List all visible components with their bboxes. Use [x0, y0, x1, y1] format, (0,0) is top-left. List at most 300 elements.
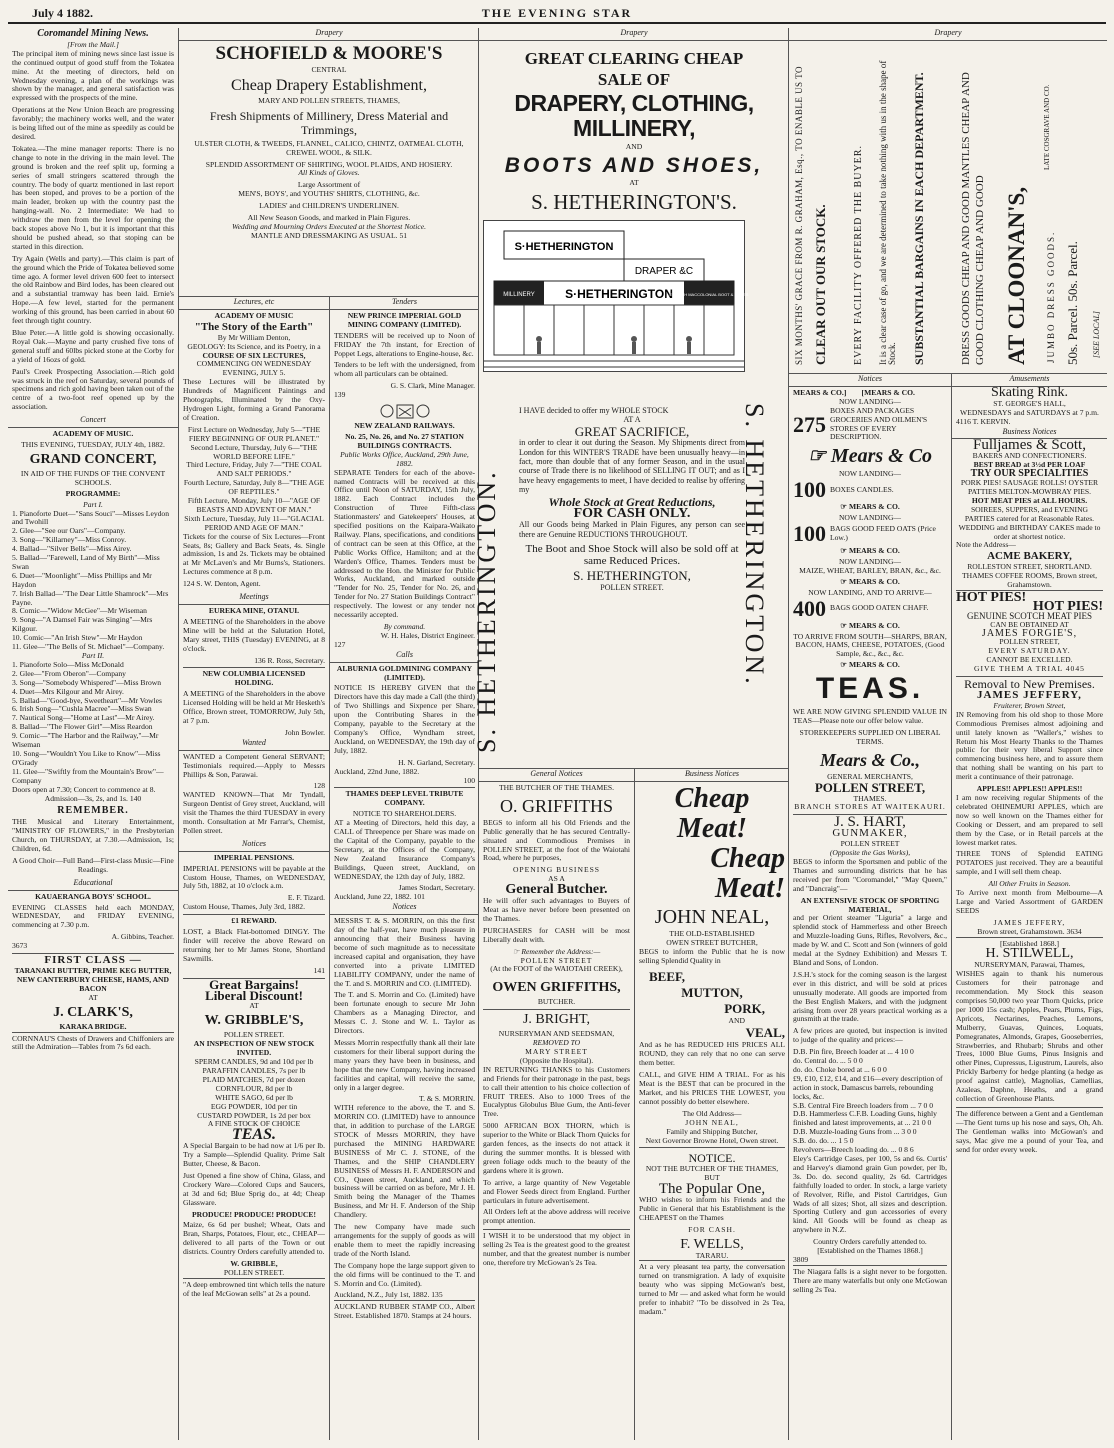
mcgowan-filler: The Niagara falls is a sight never to be forgotten. There are many waterfalls but only one McGowan selling 2s Tea. — [793, 1266, 947, 1294]
jeffery-address-text: Brown street, Grahamstown. — [977, 926, 1065, 936]
at-label: AT — [629, 177, 639, 187]
quantity-number: 100 — [793, 477, 826, 503]
mears-logo-text: Mears & Co — [830, 445, 933, 468]
section-header-concert: Concert — [8, 415, 178, 428]
stilwell-text: WISHES again to thank his numerous Customers for their patronage and recommendation. My Stock this season comprises 50,000 two year Thorn Quicks, price per 1000 15s cash; Apples, Pears, Plums, Figs, Apricots, Nectarines, Peaches, Lemons, Mulberry, Guavas, Quinces, Loquats, Pomegranates, Almonds, Grapes, Gooseberries, Strawberries, and Rhubarb; Shrubs and other Trees, 1000 Blue Gums, Pinus Insignis and other Pines, Cupressus, Ligustrum, Laurels, also Prickly Barberry for hedge planting (a hedge as proof against cattle), Magnolias, Camellias, Azaleas, Daphne, Heaths, and a grand collection of Greenhouse Plants. — [956, 969, 1104, 1103]
morrin-signature: T. & S. MORRIN. — [419, 1094, 475, 1104]
alburnia-text: NOTICE IS HEREBY GIVEN that the Directors have this day made a Call (the third) of Two Shillings and Sixpence per Share, upon the Contributing Shares in the Company, payable to the Secretary at the Company's Office, Wyndham street, Auckland, on WEDNESDAY, the 19th day of July, 1882. — [334, 683, 475, 755]
acme-address: ROLLESTON STREET, SHORTLAND. THAMES COFFEE ROOMS, Brown street, Grahamstown. — [961, 562, 1097, 590]
column-2 — [178, 28, 478, 1440]
ad-number: 100 — [463, 775, 475, 785]
clark-name: J. CLARK'S, — [53, 1004, 133, 1020]
forgie-saturday: EVERY SATURDAY. — [988, 646, 1071, 656]
now-landing: NOW LANDING, AND TO ARRIVE— — [808, 587, 932, 597]
gribble-china: Just Opened a fine show of China, Glass, and Crockery Ware—Colored Cups and Saucers, at 3d and 6d; Blue Sprig do., at 4d; Cheap Glassware. — [183, 1170, 325, 1207]
fulljames-soirees: SOIREES, SUPPERS, and EVENING PARTIES catered for at Reasonable Rates. WEDDING and BIRTHDAY CAKES made to order at shortest notice. — [958, 504, 1101, 541]
imperial-text: IMPERIAL PENSIONS will be payable at the Custom House, Thames, on WEDNESDAY, July 5th, 1882, at 10 o'clock a.m. — [183, 863, 325, 891]
griffiths-name: O. GRIFFITHS — [499, 795, 614, 816]
tdl-signature: James Stodart, Secretary. — [398, 883, 475, 893]
heth-boot: The Boot and Shoe Stock will also be sold off at same Reduced Prices. — [525, 543, 739, 568]
meat-mutton: MUTTON, — [681, 984, 743, 1000]
hart-role: GUNMAKER, — [832, 827, 908, 840]
heth-headline: SALE OF — [597, 69, 671, 89]
remember-text: A Good Choir—Full Band—First-class Music—Fine Readings. — [12, 855, 174, 874]
cloonan-vertical: SIX MONTHS' GRACE FROM R. GRAHAM, Esq., TO ENABLE US TO — [794, 66, 804, 365]
lecture-course: COURSE OF SIX LECTURES, — [202, 350, 306, 360]
article-paragraph: Blue Peter.—A little gold is showing occasionally. Royal Oak.—Mayne and party crushed five tons of general stuff and 60lbs picked stone at the Corby for a yield of 16ozs of gold. — [12, 328, 174, 364]
reward-title: £1 REWARD. — [183, 914, 325, 926]
concert-subtitle: IN AID OF THE FUNDS OF THE CONVENT SCHOOLS. — [20, 468, 166, 487]
potatoes-text: THREE TONS of Splendid EATING POTATOES just received. They are a beautiful sample, and I will sell them cheap. — [956, 849, 1103, 877]
sm-mantle-text: MANTLE AND DRESSMAKING AS USUAL. — [250, 230, 398, 240]
npi-signature: G. S. Clark, Mine Manager. — [390, 381, 475, 391]
ad-number: 3809 — [793, 1254, 809, 1264]
sm-season: All New Season Goods, and marked in Plain Figures. — [247, 213, 411, 223]
npi-text: TENDERS will be received up to Noon of FRIDAY the 7th instant, for Erection of Poppet Legs, alterations to Engine-house, &c. — [334, 330, 475, 358]
meat-veal: VEAL, — [745, 1025, 785, 1041]
pointing-hand-icon: ☞ — [840, 576, 849, 586]
section-header-wanted: Wanted — [179, 738, 329, 751]
imperial-address: Custom House, Thames, July 3rd, 1882. — [183, 902, 305, 912]
heth-vertical-right: S. HETHERINGTON. — [739, 403, 769, 687]
tdl-date — [334, 893, 475, 902]
mears-item-text: BOXES CANDLES. — [830, 484, 894, 494]
school-signature: A. Gibbins, Teacher. — [111, 932, 174, 942]
article-paragraph: Tokatea.—The mine manager reports: There is no change to note in the driving in the main level. The ground is broken and the reef split up, forming a series of small stringers scattered through the country. The body of quartz mentioned in last report has been stoped, and proves to be a portion of the main leader, broken up with the country past the hanging-wall. No. 2 Intermediate: We had to withdraw the men from the level for opening the back stopes above No 1, but it is important that this should be pushed ahead, so that stoping can be started in this direction. — [12, 143, 174, 251]
mcgowan-filler: I WISH it to be understood that my object in selling 2s Tea is the greatest good to the greatest number, and that the greatest number is number one, therefore try McGowan's 2s Tea. — [483, 1231, 630, 1267]
cloonan-vertical: CLEAR OUT OUR STOCK. — [813, 204, 828, 365]
hart-price-list — [793, 1048, 947, 1155]
newspaper-title: THE EVENING STAR — [481, 6, 633, 20]
mears-name-text: MEARS & CO. — [848, 502, 900, 512]
jeffery-role: Fruiterer, Brown Street, — [993, 700, 1066, 710]
imperial-title: IMPERIAL PENSIONS. — [213, 852, 295, 862]
jeffery-text: IN Removing from his old shop to those More Commodious Premises almost adjoining and until lately known as "Waller's," wishes to Return his Most Hearty Thanks to the Thames public for their very liberal Support since commencing business here, and to assure them that nothing shall be wanting on his part to merit a continuance of their patronage. — [956, 709, 1103, 782]
sm-central: CENTRAL — [311, 64, 347, 74]
hart-name: J. S. HART, — [793, 814, 947, 827]
heth-sign-address: POLLEN STREET. — [600, 582, 664, 592]
ad-number: 140 — [129, 793, 142, 803]
forgie-trial-text: GIVE THEM A TRIAL — [974, 664, 1063, 674]
doors-text: Doors open at 7.30; Concert to commence at 8. — [12, 784, 156, 794]
mears-item-text: BOXES AND PACKAGES GROCERIES AND OILMEN'S STORES OF EVERY DESCRIPTION. — [830, 405, 928, 442]
rubber-stamp-ad: AUCKLAND RUBBER STAMP CO., Albert Street. Established 1870. Stamps at 24 hours. — [334, 1302, 475, 1321]
jeffery-signature: JAMES JEFFERY, — [993, 917, 1066, 927]
hotpies-genuine: GENUINE SCOTCH MEAT PIES — [966, 610, 1093, 621]
eureka-title: EUREKA MINE, OTANUI. — [208, 606, 300, 615]
griffiths-general-butcher: General Butcher. — [505, 882, 608, 898]
lecture-body: These Lectures will be illustrated by Hundreds of Magnificent Paintings and Photographs, Illuminated by the Oxy-Hydrogen Light, forming a Grand Panorama of Creation. — [183, 377, 325, 422]
mears-item — [793, 479, 947, 501]
heth-body-text: in order to clear it out during the Season. My Shipments direct from London for this WINTER'S TRADE have been unusually heavy—in fact, more than double that of any former Season, and in the usual course of Trade there is no likelihood of SELLING IT OUT; and as I have heavy engagements to meet, I have decided to realise by offering my — [519, 438, 745, 495]
section-header-amusements: Amusements — [952, 374, 1107, 387]
issue-date: July 4 1882. — [32, 6, 94, 20]
section-header-drapery: Drapery — [789, 28, 1107, 41]
gribble-price-item: CUSTARD POWDER, 1s 2d per box — [197, 1110, 311, 1120]
pointing-hand-icon: ☞ — [840, 620, 849, 630]
griffiths-top: THE BUTCHER OF THE THAMES. — [498, 782, 615, 792]
gribble-name: W. GRIBBLE'S, — [204, 1013, 304, 1029]
now-landing: NOW LANDING— — [838, 513, 902, 523]
gribble-maize: Maize, 6s 6d per bushel; Wheat, Oats and Bran, Sharps, Potatoes, Flour, etc., CHEAP—delivered to all parts of the Town or out districts. Country Orders carefully attended to. — [183, 1220, 325, 1257]
griffiths-remember-text: Remember the Address:— — [521, 946, 601, 956]
mcgowan-filler: The difference between a Gent and a Gentleman—The Gent turns up his nose and says, Oh, Ah. The Gentleman walks into McGowan's and says, Mac give me a pound of your Tea, and send for order every week. — [956, 1108, 1103, 1154]
neal-butcher: OWEN STREET BUTCHER, — [666, 937, 758, 947]
programme-list — [12, 661, 174, 786]
heth-whole: Whole Stock at Great Reductions, — [548, 494, 716, 509]
ad-number: 3634 — [1066, 926, 1082, 936]
sm-mantle — [183, 232, 475, 241]
sm-ladies: LADIES' and CHILDREN'S UNDERLINEN. — [259, 201, 399, 211]
heth-headline-main: DRAPERY, CLOTHING, MILLINERY, — [514, 89, 754, 141]
programme-item: 11. Glee—"Swiftly from the Mountain's Brow"—Company — [12, 766, 164, 785]
programme-item: 7. Nautical Song—"Home at Last"—Mr Airey. — [12, 713, 155, 723]
hotpies-heading: HOT PIES! — [956, 590, 1103, 603]
bright-role: NURSERYMAN AND SEEDSMAN, — [498, 1029, 615, 1039]
gribble-price-item: WHITE SAGO, 6d per lb — [215, 1092, 293, 1102]
programme-item: 2. Glee—"See our Oars"—Company. — [12, 526, 126, 536]
stilwell-name: H. STILWELL, — [985, 946, 1074, 962]
hart-price-item: £9, £10, £12, £14, and £16—every description of action in stock, Damascus barrels, rebounding locks, &c. — [793, 1073, 943, 1101]
cheap-meat-heading: Cheap Meat! — [674, 782, 750, 844]
mears-street: POLLEN STREET, — [814, 779, 926, 795]
ad-number: 127 — [334, 639, 346, 649]
article-paragraph: Operations at the New Union Beach are progressing favorably; the machinery works well, and the water is being lifted out of the mine as speedily as could be desired. — [12, 105, 174, 141]
mears-branch: BRANCH STORES AT WAITEKAURI. — [794, 802, 946, 812]
firstclass-heading: FIRST CLASS — — [12, 953, 174, 965]
griffiths-role: BUTCHER. — [537, 997, 576, 1007]
hotpies-obtained: CAN BE OBTAINED AT — [990, 619, 1069, 629]
cloonan-vertical: EVERY FACILITY OFFERED THE BUYER. — [853, 145, 864, 365]
mears-name-text: MEARS & CO. — [848, 660, 900, 670]
admission-price: Admission—3s, 2s, and 1s. — [44, 793, 128, 803]
lecture-by: By Mr William Denton, — [217, 332, 291, 342]
nzr-by: By command. — [383, 622, 426, 631]
programme-item: 3. Song—"Killarney"—Miss Conroy. — [12, 535, 127, 545]
programme-item: 10. Comic—"An Irish Stew"—Mr Haydon — [12, 633, 143, 643]
firstclass-items: TARANAKI BUTTER, PRIME KEG BUTTER, NEW CANTERBURY CHEESE, HAMS, AND BACON — [14, 966, 172, 993]
hart-price-item: S.B. Central Fire Breech loaders from ... 7 0 0 — [793, 1100, 934, 1110]
hart-price-item: do. Central do. ... 5 0 0 — [793, 1056, 863, 1066]
mears-header: MEARS & CO.] [MEARS & CO. — [793, 387, 915, 397]
coat-of-arms-icon — [375, 402, 435, 420]
section-header-meetings: Meetings — [179, 592, 329, 605]
lecture-tickets: Tickets for the course of Six Lectures—Front Seats, 8s; Gallery and Back Seats, 4s. Single admission, 1s and 2s. Tickets may be obtained at Mr McLaven's and Mr Burns's, Stationers. Lectures commence at 8 p.m. — [183, 531, 325, 577]
article-source: [From the Mail.] — [67, 39, 119, 49]
apples-text: I am now receiving regular Shipments of the celebrated OHINEMURI APPLES, which are now so well known on the Thames either for Cooking or Dessert, and am prepared to sell them by the Case, or in Retail parcels at the lowest market rates. — [956, 792, 1103, 847]
tdl-subtitle: NOTICE TO SHAREHOLDERS. — [352, 809, 457, 819]
gribble-price-item: EGG POWDER, 10d per tin — [210, 1101, 298, 1111]
newcolumbia-text: A MEETING of the Shareholders in the above Licensed Holding will be held at Mr Hesketh's Office, Brown street, TOMORROW, July 5th, at 7 p.m. — [183, 689, 325, 725]
apples-heading: APPLES!! APPLES!! APPLES!! — [976, 784, 1083, 794]
section-header-drapery: Drapery — [479, 28, 789, 41]
section-header-calls: Calls — [330, 650, 479, 663]
mears-item-text: TO ARRIVE FROM SOUTH—SHARPS, BRAN, BACON, HAMS, CHEESE, POTATOES, (Good Sample, &c., &c., &c. — [793, 631, 947, 659]
sm-mens: MEN'S, BOYS', and YOUTHS' SHIRTS, CLOTHING, &c. — [238, 189, 420, 199]
tdl-title: THAMES DEEP LEVEL TRIBUTE COMPANY. — [334, 787, 475, 808]
ad-number: 101 — [413, 892, 425, 902]
skating-signature: 4116 T. KERVIN. — [956, 416, 1011, 426]
wells-address: TARARU. — [695, 1250, 729, 1260]
mears-item-text: BAGS GOOD FEED OATS (Price Low.) — [830, 524, 936, 543]
cloonan-vertical: 50s. Parcel. 50s. Parcel. — [1065, 241, 1080, 365]
gribble-price-item: PLAID MATCHES, 7d per dozen — [202, 1074, 306, 1084]
not-butcher: NOT THE BUTCHER OF THE THAMES, BUT — [645, 1164, 779, 1183]
reward-text: LOST, a Black Flat-bottomed DINGY. The finder will receive the above Reward on returning her to Mr James Stone, Shortland Sawmills. — [183, 927, 325, 963]
heth-body — [519, 406, 745, 592]
alburnia-title: ALBURNIA GOLDMINING COMPANY (LIMITED). — [336, 663, 473, 682]
mears-item — [793, 407, 947, 443]
lecture-item: Sixth Lecture, Tuesday, July 11—"GLACIAL PERIOD AND AGE OF MAN." — [184, 513, 324, 532]
lecture-venue: ACADEMY OF MUSIC — [214, 310, 294, 320]
gribble-price-item: PARAFFIN CANDLES, 7s per lb — [202, 1065, 306, 1075]
wells-text: WHO wishes to inform his Friends and the Public in General that his Establishment is the CHEAPEST on the Thames — [639, 1195, 785, 1222]
heth-name: S. HETHERINGTON'S. — [531, 189, 737, 214]
meat-beef: BEEF, — [649, 968, 686, 984]
section-header-drapery: Drapery — [179, 28, 479, 41]
skating-times: WEDNESDAYS and SATURDAYS at 7 p.m. — [960, 407, 1099, 417]
programme-item: 10. Song—"Wouldn't You Like to Know"—Miss O'Grady — [12, 748, 161, 767]
alburnia-signature: H. N. Garland, Secretary. — [398, 757, 475, 767]
lecture-item: Fourth Lecture, Saturday, July 8—"THE AGE OF REPTILES." — [183, 478, 325, 497]
and-label: AND — [625, 141, 643, 151]
jeffery-address — [956, 928, 1103, 937]
programme-item: 9. Song—"A Damsel Fair was Singing"—Mrs Kilgour. — [12, 615, 153, 634]
section-header-business: Business Notices — [635, 769, 789, 782]
nzr-text: SEPARATE Tenders for each of the above-named Contracts will be received at this Office until Noon of SATURDAY, 15th July, 1882. Each Contract includes the Construction of Three Fifth-class Stationmasters' and Gatekeepers' Houses, at specified positions on the Kaipara-Waikato Railway. Plans, specifications, and conditions of contract can be seen at this Office, at the Public Works Office, Hamilton; and at the Warden's Office, Thames. Tenders must be addressed to the Hon. the Minister for Public Works, Auckland, and marked outside "Tender for No. 25, Tender for No. 26, and Tender for No. 27 Station Buildings Contract" respectively. The lowest or any tender not necessarily accepted. — [334, 467, 475, 620]
pointing-hand-icon: ☞ — [512, 946, 522, 956]
forgie-name: JAMES FORGIE'S, — [981, 627, 1078, 639]
lecture-item: Fifth Lecture, Monday, July 10—"AGE OF BEASTS AND ADVENT OF MAN." — [187, 496, 321, 514]
programme-heading: PROGRAMME: — [65, 488, 121, 498]
programme-part: Part I. — [83, 499, 103, 509]
programme-item: 2. Glee—"From Oberon"—Company — [12, 668, 126, 678]
programme-item: 9. Comic—"The Harbor and the Railway,"—Mr Wiseman — [12, 731, 159, 750]
ad-number: 135 — [431, 1290, 443, 1300]
mcgowan-filler: "A deep embrowned tint which tells the nature of the leaf McGowan sells" at 2s a pound. — [183, 1279, 325, 1298]
hart-text: Eley's Cartridge Cases, per 100, 5s and 6s. Curtis' and Harvey's diamond grain Gun powder, per lb, 3s. Do. do. second quality, 2s 6d. Cartridges faithfully loaded to order. In stock, a large variety of Revolver, Rifle, and Pistol Cartridges, Gun Wads of all sizes; Shot, all sizes and description. Sporting Cutlery and gun accessories of every kind. All Goods will be found as cheap as anywhere in N.Z. — [793, 1154, 947, 1235]
stilwell-established: [Established 1868.] — [956, 937, 1103, 949]
neal-text: And as he has REDUCED HIS PRICES ALL ROUND, they can rely that no one can serve them better. — [639, 1040, 785, 1068]
school-text: EVENING CLASSES held each MONDAY, WEDNESDAY, and FRIDAY EVENING, commencing at 7.30 p.m. — [12, 902, 174, 930]
removal-heading: Removal to New Premises. — [956, 676, 1103, 689]
fulljames-bread: BEST BREAD at 3½d PER LOAF — [973, 460, 1086, 470]
sm-large: Large Assortment of — [297, 180, 361, 190]
heth-sign: S. HETHERINGTON, — [573, 568, 691, 584]
storekeepers: STOREKEEPERS SUPPLIED ON LIBERAL TERMS. — [799, 727, 941, 746]
neal-family: Family and Shipping Butcher, — [666, 1126, 758, 1136]
shop-sign-millinery: MILLINERY — [503, 291, 535, 298]
programme-item: 1. Pianoforte Solo—Miss McDonald — [12, 659, 124, 669]
fulljames-name: Fulljames & Scott, — [973, 437, 1086, 454]
shop-sign-boots: ENGLISH MACCOLONIAL BOOT & SHOES — [669, 291, 749, 297]
wanted-known: WANTED KNOWN—That Mr Tyndall, Surgeon Dentist of Grey street, Auckland, will visit the Thames the third TUESDAY in every month. Consultation at Mr Farrar's, Chemist, Pollen street. — [183, 790, 325, 835]
programme-item: 1. Pianoforte Duet—"Sans Souci"—Misses Leydon and Twohill — [12, 508, 170, 527]
cornnau-text: CORNNAU'S Chests of Drawers and Chiffoniers are still the Admiration—Tables from 7s 6d each. — [12, 1033, 174, 1052]
sm-fresh: Fresh Shipments of Millinery, Dress Material and Trimmings, — [209, 108, 449, 137]
forgie-address: POLLEN STREET, — [999, 637, 1060, 647]
ad-number: 3673 — [12, 941, 28, 951]
neal-name-footer: JOHN NEAL, — [685, 1117, 739, 1127]
hart-established: [Established on the Thames 1868.] — [817, 1246, 923, 1256]
bright-name: J. BRIGHT, — [483, 1009, 630, 1028]
morrin-text: The Company hope the large support given to the old firms will be continued to the T. and S. Morrin and Co. (Limited). — [334, 1260, 475, 1288]
nzr-subtitle: No. 25, No. 26, and No. 27 STATION BUILDINGS CONTRACTS. — [345, 431, 464, 450]
article-title: Coromandel Mining News. — [37, 28, 149, 39]
programme-item: 4. Ballad—"Silver Bells"—Miss Airey. — [12, 544, 132, 554]
mears-name — [793, 661, 947, 670]
section-header-general: General Notices — [479, 769, 634, 782]
mears-name-text: MEARS & CO. — [848, 620, 900, 630]
and-label: AND — [728, 1015, 745, 1025]
hart-address: POLLEN STREET — [840, 839, 900, 849]
neal-hotel: Next Governor Browne Hotel, Owen street. — [645, 1135, 779, 1145]
hetherington-ad — [472, 28, 789, 768]
programme-item: 6. Irish Song—"Cushla Macree"—Miss Swan — [12, 704, 152, 714]
programme-item: 8. Comic—"Widow McGee"—Mr Wiseman — [12, 606, 147, 616]
programme-list — [12, 510, 174, 653]
article-paragraph: Paul's Creek Prospecting Association.—Rich gold was struck in the reef on Saturday, several pounds of specimens and rich gold having been taken out of the centre of a two-foot reef opened up by the association. — [12, 366, 174, 412]
hart-opposite: (Opposite the Gas Works), — [829, 848, 911, 858]
gribble-address: POLLEN STREET. — [223, 1030, 285, 1040]
section-header-notices: Notices — [179, 839, 329, 852]
col3-left — [479, 768, 634, 1440]
gribble-produce: PRODUCE! PRODUCE! PRODUCE! — [191, 1209, 317, 1219]
section-header-tenders: Tenders — [330, 297, 479, 310]
at-label: AT — [249, 1001, 259, 1011]
gribble-inspection: AN INSPECTION OF NEW STOCK INVITED. — [193, 1039, 315, 1058]
hotpies-heading: HOT PIES! — [1032, 598, 1103, 614]
cloonan-vertical: It is a clear case of go, and we are determined to take nothing with us in the shape of Stock. — [878, 60, 897, 365]
col3-right — [634, 768, 789, 1440]
programme-item: 5. Ballad—"Farewell, Land of My Birth"—Miss Swan — [12, 553, 160, 571]
gribble-fine: A FINE STOCK OF CHOICE — [207, 1119, 301, 1129]
ad-number: 4045 — [1065, 664, 1085, 674]
gribble-signature: W. GRIBBLE, — [230, 1259, 278, 1269]
forgie-excelled: CANNOT BE EXCELLED. — [986, 655, 1073, 665]
griffiths-foot: (At the FOOT of the WAIOTAHI CREEK), — [490, 964, 623, 974]
hart-price-item: do. do. Choke bored at ... 6 0 0 — [793, 1064, 887, 1074]
acme-name: ACME BAKERY, — [987, 550, 1072, 563]
mears-name — [793, 547, 947, 556]
tdl-text: AT a Meeting of Directors, held this day, a CALL of Threepence per Share was made on the Capital of the Company, payable to the Secretary, at the Offices of the Company, New Zealand Insurance Company's Buildings, Queen street, Auckland, on WEDNESDAY, the 12th day of July, 1882. — [334, 818, 475, 881]
article-paragraph: The principal item of mining news since last issue is the continued output of good stuff from the Tokatea mine. At the meeting of directors, held on Wednesday evening, a plan of the workings was shown by the manager, and general satisfaction was expressed with the prospects of the mine. — [12, 48, 174, 103]
teas-heading: TEAS. — [815, 672, 925, 706]
wells-name: F. WELLS, — [680, 1236, 744, 1252]
neal-name: JOHN NEAL, — [654, 905, 770, 928]
cloonan-vertical: DRESS GOODS CHEAP AND GOOD MANTLES CHEAP AND GOOD CLOTHING CHEAP AND GOOD — [960, 72, 986, 365]
programme-item: 7. Irish Ballad—"The Dear Little Shamrock"—Mrs Payne. — [12, 588, 169, 607]
notice-heading: NOTICE. — [639, 1147, 785, 1163]
cheap-meat-heading: Cheap Meat! — [710, 842, 785, 904]
morrin-text: MESSRS T. & S. MORRIN, on this the first day of the half-year, have much pleasure in announcing that their Business having become of such magnitude as to necessitate increased capital and organisation, they have converted into a private LIMITED LIABILITY COMPANY, under the name of the T. and S. MORRIN and CO. (LIMITED). — [334, 916, 475, 988]
bright-removed: REMOVED TO — [532, 1038, 581, 1048]
hart-price-item: D.B. Hammerless C.F.B. Loading Guns, highly finished and latest improvements, at ... 21 0 0 — [793, 1109, 937, 1128]
newcolumbia-title: NEW COLUMBIA LICENSED HOLDING. — [183, 667, 325, 688]
morrin-text: Messrs Morrin respectfully thank all their late customers for their liberal support during the many years they have been in business, and hope that the new Company, having increased facilities and capital, will receive the same, only in a larger degree. — [334, 1037, 475, 1092]
shopfront-illustration — [483, 220, 749, 372]
mears-item-text: BAGS GOOD OATEN CHAFF. — [830, 603, 929, 613]
bright-street: MARY STREET — [525, 1047, 588, 1057]
hart-text: J.S.H.'s stock for the coming season is the largest ever in this district, and will be sold at prices unusually moderate. All goods are imported from the Best English Makers, and with the judgment arising from over 28 years practical working as a gunsmith at the trade. — [793, 969, 947, 1024]
cloonan-ad — [789, 28, 1107, 373]
ad-number: 139 — [334, 390, 346, 400]
programme-item: 8. Ballad—"The Flower Girl"—Miss Reardon — [12, 722, 153, 732]
admission-text — [12, 795, 174, 804]
griffiths-pollen: POLLEN STREET — [520, 955, 593, 965]
popular-one: The Popular One, — [658, 1181, 766, 1198]
mears-name-text: MEARS & CO. — [848, 546, 900, 556]
remember-heading: REMEMBER. — [57, 805, 129, 817]
cloonan-vertical: [SEE LOCAL] — [1092, 311, 1101, 358]
programme-item: 11. Glee—"The Bells of St. Michael"—Company. — [12, 642, 165, 652]
morrin-text: The new Company have made such arrangements for the supply of goods as will enable them to meet the rapidly increasing trade of the North Island. — [334, 1222, 475, 1258]
mears-logo: Mears & Co., — [819, 749, 920, 770]
neal-text: BEGS to inform the Public that he is now selling Splendid Quality in — [639, 946, 785, 965]
col4-right — [951, 373, 1107, 1440]
remember-text: THE Musical and Literary Entertainment, "MINISTRY OF FLOWERS," in the Presbyterian Church, on THURSDAY, at 7.30.—Admission, 1s; Children, 6d. — [12, 817, 174, 854]
programme-item: 6. Duet—"Moonlight"—Miss Phillips and Mr Haydon — [12, 570, 152, 589]
mears-item — [793, 595, 947, 621]
alburnia-date: Auckland, 22nd June, 1882. — [334, 766, 420, 776]
heth-vertical-left: S. HETHERINGTON. — [472, 469, 501, 753]
sm-title: SCHOFIELD & MOORE'S — [215, 42, 443, 64]
section-header-educational: Educational — [8, 878, 178, 891]
lecture-geology: GEOLOGY: Its Science, and its Poetry, in a — [187, 341, 321, 351]
lecture-item: Third Lecture, Friday, July 7—"THE COAL AND SALT PERIODS." — [186, 460, 322, 479]
newcolumbia-signature: John Bowler. — [284, 727, 325, 737]
sm-splendid: SPLENDID ASSORTMENT OF SHIRTING, WOOL PLAIDS, AND HOSIERY. — [205, 159, 453, 169]
note-address: Note the Address— — [956, 540, 1016, 550]
griffiths-text: He will offer such advantages to Buyers of Meat as have never before been presented on the Thames. — [483, 896, 630, 923]
neal-old: THE OLD-ESTABLISHED — [669, 928, 755, 938]
lecture-title: "The Story of the Earth" — [194, 320, 314, 333]
morrin-date-text: Auckland, N.Z., July 1st, 1882. — [334, 1290, 430, 1300]
lecture-agent: 124 S. W. Denton, Agent. — [183, 579, 261, 589]
gribble-price-item: SPERM CANDLES, 9d and 10d per lb — [194, 1057, 314, 1067]
cloonan-vertical: SUBSTANTIAL BARGAINS IN EACH DEPARTMENT. — [912, 72, 926, 365]
gribble-headline: Liberal Discount! — [205, 987, 303, 1003]
stilwell-role: NURSERYMAN, Parawai, Thames, — [974, 960, 1085, 970]
fulljames-pies: PORK PIES! SAUSAGE ROLLS! OYSTER PATTIES MELTON-MOWBRAY PIES. — [960, 478, 1099, 496]
bright-text: IN RETURNING THANKS to his Customers and Friends for their patronage in the past, begs to call their attention to his choice collection of FRUIT TREES. Also to 1000 Trees of the Eucalyptus Globulus Blue Gum, the Anti-fever Tree. — [483, 1064, 630, 1119]
all-other-fruits: All Other Fruits in Season. — [988, 879, 1071, 889]
ad-number: 51 — [399, 230, 408, 240]
nzr-signature: W. H. Hales, District Engineer. — [380, 630, 475, 640]
arrive-text: To Arrive next month from Melbourne—A Large and Varied Assortment of GARDEN SEEDS — [956, 888, 1103, 915]
heth-boots: BOOTS AND SHOES, — [504, 153, 764, 177]
bright-opposite: (Opposite the Hospital). — [519, 1055, 594, 1065]
ad-number: 141 — [313, 965, 325, 975]
hart-price-item: D.B. Muzzle-loading Guns from ... 3 0 0 — [793, 1127, 917, 1137]
heth-headline: GREAT CLEARING CHEAP — [524, 48, 744, 68]
griffiths-owen: OWEN GRIFFITHS, — [492, 980, 621, 996]
griffiths-text: PURCHASERS for CASH will be most Liberally dealt with. — [483, 925, 630, 944]
heth-plain: All our Goods being Marked in Plain Figures, any person can see there are Genuine REDUCTIONS THROUGHOUT. — [519, 520, 745, 539]
sm-address: MARY AND POLLEN STREETS, THAMES, — [258, 95, 400, 105]
hart-stock: AN EXTENSIVE STOCK OF SPORTING MATERIAL, — [800, 895, 940, 914]
mears-name — [793, 622, 947, 631]
neal-text: CALL, and GIVE HIM A TRIAL. For as his Meat is the BEST that can be procured in the Market, and his PRICES THE LOWEST, you cannot possibly do better elsewhere. — [639, 1070, 785, 1106]
fulljames-specialities: TRY OUR SPECIALITIES — [970, 468, 1089, 480]
tdl-date-text: Auckland, June 22, 1882. — [334, 892, 412, 902]
gribble-signature-address: POLLEN STREET. — [223, 1268, 285, 1277]
morrin-date — [334, 1291, 475, 1300]
hart-text: A few prices are quoted, but inspection is invited to judge of the quality and prices:— — [793, 1026, 947, 1045]
pointing-hand-icon: ☞ — [840, 546, 849, 556]
sm-establishment: Cheap Drapery Establishment, — [231, 76, 427, 94]
programme-item: 4. Duet—Mrs Kilgour and Mr Airey. — [12, 686, 124, 696]
